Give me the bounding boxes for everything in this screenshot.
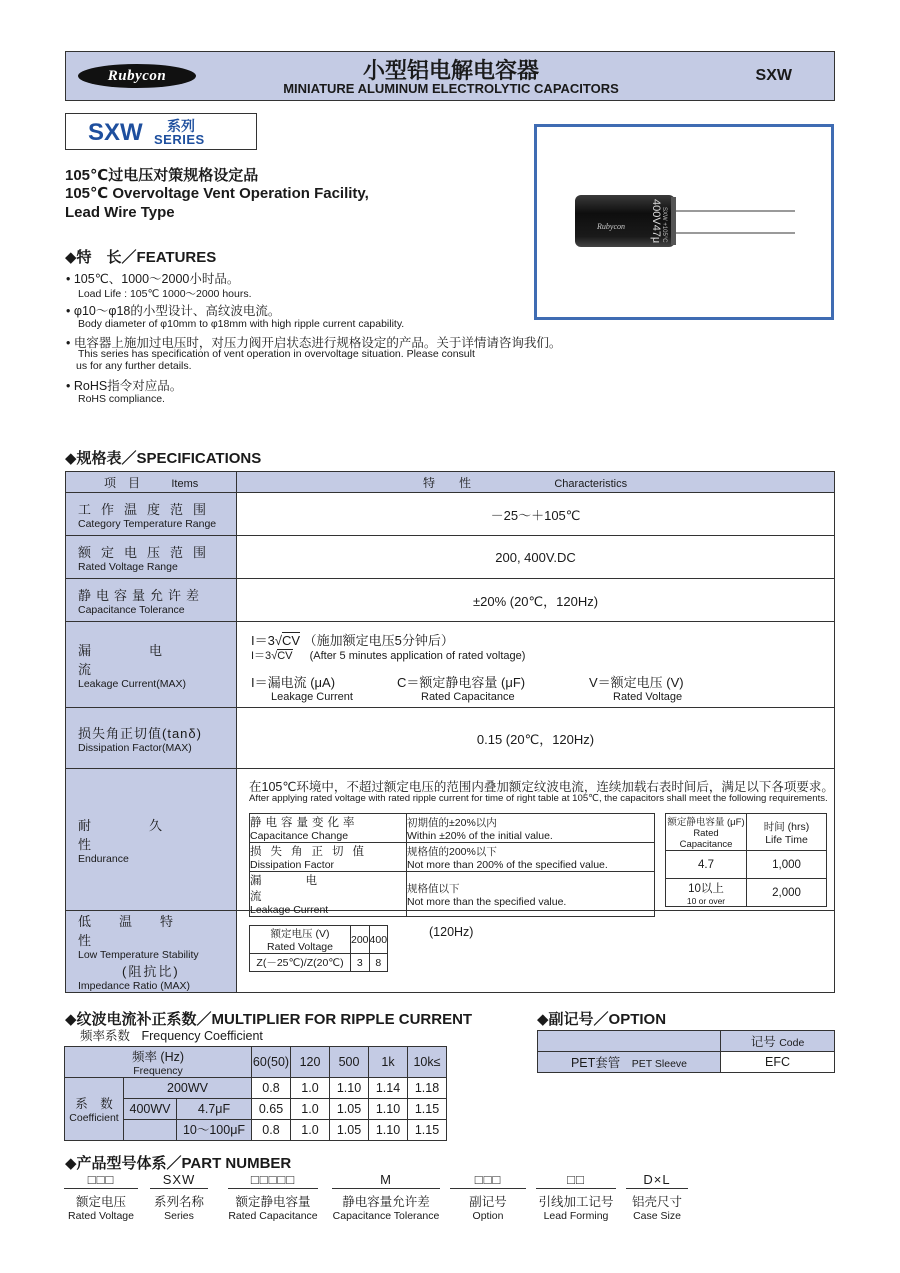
life-time-table <box>665 813 827 907</box>
spec-item-en: Category Temperature Range <box>78 517 217 530</box>
coef-value: 1.15 <box>408 1120 447 1141</box>
formula-radicand: CV <box>281 633 301 648</box>
part-number-col-series <box>150 1172 208 1222</box>
formula-note-en: (After 5 minutes application of rated voltage) <box>309 650 526 662</box>
pn-code: M <box>332 1172 440 1189</box>
spec-row-voltage <box>66 536 835 579</box>
part-number-col-tolerance <box>332 1172 440 1222</box>
impedance-row <box>250 954 388 972</box>
option-header-row <box>538 1031 835 1052</box>
spec-item-endurance <box>66 769 237 911</box>
def-en: Rated Voltage <box>613 691 683 703</box>
spec-header-char-en: Characteristics <box>554 477 628 490</box>
series-code: SXW <box>755 67 792 84</box>
series-name: SXW <box>88 119 143 146</box>
pn-label-en: Capacitance Tolerance <box>332 1210 440 1222</box>
brand-logo: Rubycon <box>78 64 196 88</box>
wv-cell: 200WV <box>124 1078 252 1099</box>
pn-label-cn: 额定静电容量 <box>235 1195 311 1209</box>
life-header-time <box>747 814 827 851</box>
pn-code: □□□ <box>450 1172 526 1189</box>
life-row <box>666 851 827 879</box>
wv-cell: 400WV <box>124 1099 177 1119</box>
spec-row-tolerance <box>66 579 835 622</box>
life-header-row <box>666 814 827 851</box>
photo-series-text: SXW +105°C <box>661 207 667 243</box>
coef-label-en: Coefficient <box>69 1112 119 1124</box>
ripple-sub-cn: 频率系数 <box>80 1029 131 1043</box>
option-header-code <box>721 1031 835 1052</box>
radical-icon: √ <box>271 650 278 662</box>
spec-header-char-cn: 特 性 <box>423 475 472 490</box>
coef-value: 1.18 <box>408 1078 447 1099</box>
freq-cell: 500 <box>330 1047 369 1078</box>
req-item-en: Dissipation Factor <box>250 859 335 871</box>
pn-label-cn: 副记号 <box>469 1195 507 1209</box>
series-label-cn: 系列 <box>167 118 195 134</box>
photo-rating-text: 400V47μ <box>650 199 662 244</box>
life-header-cap-cn: 额定静电容量 (μF) <box>667 817 745 828</box>
spec-header-row <box>66 472 835 493</box>
spec-value-lowtemp <box>237 911 835 993</box>
spec-row-dissipation <box>66 708 835 769</box>
feature-item: • 105℃、1000～2000小时品。 <box>66 272 240 286</box>
pn-label-en: Series <box>164 1210 194 1222</box>
spec-header-char <box>237 472 835 493</box>
coef-label-cn: 系 数 <box>75 1097 113 1111</box>
option-item <box>538 1052 721 1073</box>
spec-item-en: Dissipation Factor(MAX) <box>78 741 192 754</box>
req-value-cn: 初期值的±20%以内 <box>407 816 497 829</box>
spec-item-cn: 低温特性 <box>78 914 202 948</box>
pn-label-en: Option <box>472 1210 504 1222</box>
radical-icon: √ <box>274 633 282 648</box>
subtitle-line2: 105℃ Overvoltage Vent Operation Facility, <box>65 185 369 202</box>
spec-item-en: Capacitance Tolerance <box>78 603 185 616</box>
spec-item-cn2: (阻抗比) <box>122 964 180 979</box>
req-value-en: Within ±20% of the initial value. <box>407 829 553 842</box>
part-number-col-lead <box>536 1172 616 1222</box>
life-header-cap <box>666 814 747 851</box>
spec-item-cn: 额定电压范围 <box>78 544 217 560</box>
life-header-time-cn: 时间 (hrs) <box>763 820 810 833</box>
formula-radicand: CV <box>277 650 293 662</box>
title-chinese: 小型铝电解电容器 <box>362 58 539 83</box>
req-item-cn: 损失角正切值 <box>250 846 373 858</box>
coef-value: 1.10 <box>330 1078 369 1099</box>
feature-item: • RoHS指令对应品。 <box>66 379 183 393</box>
coef-value: 0.8 <box>252 1078 291 1099</box>
spec-item-en: Low Temperature Stability <box>78 949 199 961</box>
pn-code: □□ <box>536 1172 616 1189</box>
impedance-value: 3 <box>351 954 370 972</box>
life-header-cap-en: Rated Capacitance <box>679 828 733 850</box>
def-cn: V＝额定电压 (V) <box>589 675 684 690</box>
spec-item-cn: 静电容量允许差 <box>78 587 205 603</box>
impedance-header-en: Rated Voltage <box>267 941 333 953</box>
life-header-time-en: Life Time <box>765 833 808 846</box>
coef-value: 1.05 <box>330 1120 369 1141</box>
pn-label-cn: 额定电压 <box>75 1195 126 1209</box>
option-row <box>538 1052 835 1073</box>
series-label-en: SERIES <box>154 132 205 147</box>
spec-row-temp <box>66 493 835 536</box>
pn-label-cn: 铝壳尺寸 <box>631 1195 682 1209</box>
ripple-freq-header <box>65 1047 252 1078</box>
freq-cell: 120 <box>291 1047 330 1078</box>
freq-cell: 60(50) <box>252 1047 291 1078</box>
life-time: 1,000 <box>747 851 827 879</box>
life-cap <box>666 879 747 907</box>
part-number-col-option <box>450 1172 526 1222</box>
leakage-def-v <box>589 672 684 703</box>
ripple-header-row <box>65 1047 447 1078</box>
life-time: 2,000 <box>747 879 827 907</box>
req-value-en: Not more than 200% of the specified value. <box>407 858 608 871</box>
freq-header-cn: 频率 (Hz) <box>131 1050 185 1064</box>
features-heading: ◆特 长／FEATURES <box>65 249 217 266</box>
impedance-frequency: (120Hz) <box>429 925 474 939</box>
coef-value: 1.0 <box>291 1120 330 1141</box>
endurance-req-table <box>249 813 655 917</box>
coef-value: 1.0 <box>291 1078 330 1099</box>
pn-code: □□□ <box>64 1172 138 1189</box>
ripple-heading: ◆纹波电流补正系数／MULTIPLIER FOR RIPPLE CURRENT <box>65 1011 473 1028</box>
formula-prefix: I＝3 <box>251 650 272 662</box>
subtitle-line1: 105℃过电压对策规格设定品 <box>65 167 259 184</box>
req-value-cn: 规格值以下 <box>407 882 460 895</box>
spec-value-leakage <box>237 622 835 708</box>
formula-prefix: I＝3 <box>251 633 275 648</box>
feature-item-en: us for any further details. <box>76 360 192 372</box>
coef-value: 0.65 <box>252 1099 291 1120</box>
spec-item-dissipation <box>66 708 237 769</box>
wv-split-cell <box>124 1099 252 1120</box>
spec-value-dissipation: 0.15 (20℃，120Hz) <box>237 708 835 769</box>
option-code-en: Code <box>779 1037 805 1049</box>
spec-header-items <box>66 472 237 493</box>
coef-value: 0.8 <box>252 1120 291 1141</box>
life-cap: 4.7 <box>666 851 747 879</box>
ripple-subheading <box>80 1026 263 1044</box>
def-cn: I＝漏电流 (μA) <box>251 675 336 690</box>
feature-item-en: Body diameter of φ10mm to φ18mm with high ripple current capability. <box>78 318 405 330</box>
spec-row-endurance <box>66 769 835 911</box>
spec-item-en: Rated Voltage Range <box>78 560 178 573</box>
pn-label-en: Lead Forming <box>543 1210 609 1222</box>
req-item-cn: 漏电流 <box>250 875 361 903</box>
option-code-cn: 记号 <box>750 1035 776 1049</box>
option-header-blank <box>538 1031 721 1052</box>
spec-header-items-en: Items <box>171 477 199 490</box>
wv-cell <box>124 1120 177 1140</box>
freq-cell: 1k <box>369 1047 408 1078</box>
feature-item-en: This series has specification of vent operation in overvoltage situation. Please consult <box>78 348 475 360</box>
spec-value-endurance <box>237 769 835 916</box>
title-english: MINIATURE ALUMINUM ELECTROLYTIC CAPACITORS <box>283 81 619 96</box>
impedance-header-row <box>250 926 388 954</box>
option-table <box>537 1030 835 1073</box>
coef-label <box>65 1078 124 1141</box>
series-box <box>65 113 257 150</box>
spec-item-voltage <box>66 536 237 579</box>
cap-cell: 10～100μF <box>182 1123 246 1137</box>
req-item <box>250 814 407 843</box>
pn-label-cn: 系列名称 <box>153 1195 204 1209</box>
coef-value: 1.10 <box>369 1099 408 1120</box>
pn-code: D×L <box>626 1172 688 1189</box>
pn-code: □□□□□ <box>228 1172 318 1189</box>
cap-cell: 4.7μF <box>197 1102 231 1116</box>
leakage-def-c <box>397 672 525 703</box>
impedance-table <box>249 925 388 972</box>
coef-value: 1.10 <box>369 1120 408 1141</box>
capacitor-seal <box>671 197 676 245</box>
spec-value-temp: －25～＋105℃ <box>237 493 835 536</box>
impedance-row-label: Z(－25℃)/Z(20℃) <box>250 954 351 972</box>
spec-heading: ◆规格表／SPECIFICATIONS <box>65 450 262 467</box>
coef-value: 1.14 <box>369 1078 408 1099</box>
ripple-table <box>64 1046 447 1141</box>
option-item-cn: PET套管 <box>570 1056 621 1070</box>
req-value <box>407 814 655 843</box>
pn-label-en: Rated Capacitance <box>228 1210 318 1222</box>
spec-item-cn: 损失角正切值(tanδ) <box>78 725 202 741</box>
pn-code: SXW <box>150 1172 208 1189</box>
req-value <box>407 843 655 872</box>
feature-item-en: RoHS compliance. <box>78 393 165 405</box>
impedance-header <box>250 926 351 954</box>
subtitle-line3: Lead Wire Type <box>65 204 175 221</box>
life-row <box>666 879 827 907</box>
spec-item-cn: 耐久性 <box>78 817 221 852</box>
wv-split-cell <box>124 1120 252 1141</box>
pn-label-en: Rated Voltage <box>68 1210 134 1222</box>
spec-item-en: Endurance <box>78 852 129 865</box>
endurance-desc-en: After applying rated voltage with rated ripple current for time of right table at 105℃, the capacitors shall meet the following requirements. <box>249 793 828 804</box>
coef-value: 1.15 <box>408 1099 447 1120</box>
spec-row-leakage <box>66 622 835 708</box>
req-item-en: Capacitance Change <box>250 830 349 842</box>
spec-item-tolerance <box>66 579 237 622</box>
req-row <box>250 843 655 872</box>
def-cn: C＝额定静电容量 (μF) <box>397 675 526 690</box>
req-row <box>250 814 655 843</box>
part-number-col-voltage <box>64 1172 138 1222</box>
impedance-value: 8 <box>369 954 388 972</box>
pn-label-cn: 引线加工记号 <box>538 1195 614 1209</box>
leakage-formula-en <box>251 647 525 663</box>
pn-label-cn: 静电容量允许差 <box>342 1195 430 1209</box>
spec-value-voltage: 200, 400V.DC <box>237 536 835 579</box>
option-code: EFC <box>721 1052 835 1073</box>
product-photo <box>534 124 834 320</box>
spec-item-en2: Impedance Ratio (MAX) <box>78 980 191 992</box>
spec-table <box>65 471 835 993</box>
feature-item: • φ10～φ18的小型设计、高纹波电流。 <box>66 304 281 318</box>
def-en: Rated Capacitance <box>421 691 515 703</box>
req-item-cn: 静电容量变化率 <box>250 817 359 829</box>
feature-item: • 电容器上施加过电压时，对压力阀开启状态进行规格设定的产品。关于详情请咨询我们。 <box>66 336 562 350</box>
req-item <box>250 843 407 872</box>
def-en: Leakage Current <box>271 691 353 703</box>
spec-value-tolerance: ±20% (20℃，120Hz) <box>237 579 835 622</box>
part-number-col-capacitance <box>228 1172 318 1222</box>
capacitor-illustration <box>537 127 831 317</box>
ripple-sub-en: Frequency Coefficient <box>141 1029 263 1043</box>
option-item-en: PET Sleeve <box>631 1058 688 1070</box>
part-number-col-case <box>626 1172 688 1222</box>
req-value-cn: 规格值的200%以下 <box>407 845 497 858</box>
freq-cell: 10k≤ <box>408 1047 447 1078</box>
req-item-en: Leakage Current <box>250 904 329 916</box>
endurance-desc-cn: 在105℃环境中，不超过额定电压的范围内叠加额定纹波电流，连续加载右表时间后，满足以下各项要求。 <box>249 780 834 794</box>
life-cap-value: 10以上 <box>688 882 724 895</box>
impedance-header-cn: 额定电压 (V) <box>270 928 330 940</box>
part-number-heading: ◆产品型号体系／PART NUMBER <box>65 1155 292 1172</box>
spec-item-lowtemp <box>66 911 237 993</box>
spec-item-cn: 漏电流 <box>78 642 221 677</box>
header-banner <box>65 51 835 101</box>
spec-item-cn: 工作温度范围 <box>78 501 217 517</box>
leakage-def-i <box>251 672 353 703</box>
ripple-row <box>65 1078 447 1099</box>
spec-item-leakage <box>66 622 237 708</box>
feature-item-en: Load Life : 105℃ 1000～2000 hours. <box>78 288 252 300</box>
spec-item-en: Leakage Current(MAX) <box>78 677 186 690</box>
spec-item-temp <box>66 493 237 536</box>
photo-brand-text: Rubycon <box>597 222 625 231</box>
coef-value: 1.0 <box>291 1099 330 1120</box>
spec-header-items-cn: 项 目 <box>104 475 141 490</box>
impedance-voltage: 400 <box>369 926 388 954</box>
pn-label-en: Case Size <box>633 1210 681 1222</box>
spec-row-lowtemp <box>66 911 835 993</box>
impedance-voltage: 200 <box>351 926 370 954</box>
life-cap-sub: 10 or over <box>686 895 726 906</box>
coef-value: 1.05 <box>330 1099 369 1120</box>
formula-note-cn: （施加额定电压5分钟后） <box>303 633 454 648</box>
option-heading: ◆副记号／OPTION <box>537 1011 667 1028</box>
req-value-en: Not more than the specified value. <box>407 895 567 908</box>
freq-header-en: Frequency <box>133 1065 183 1077</box>
